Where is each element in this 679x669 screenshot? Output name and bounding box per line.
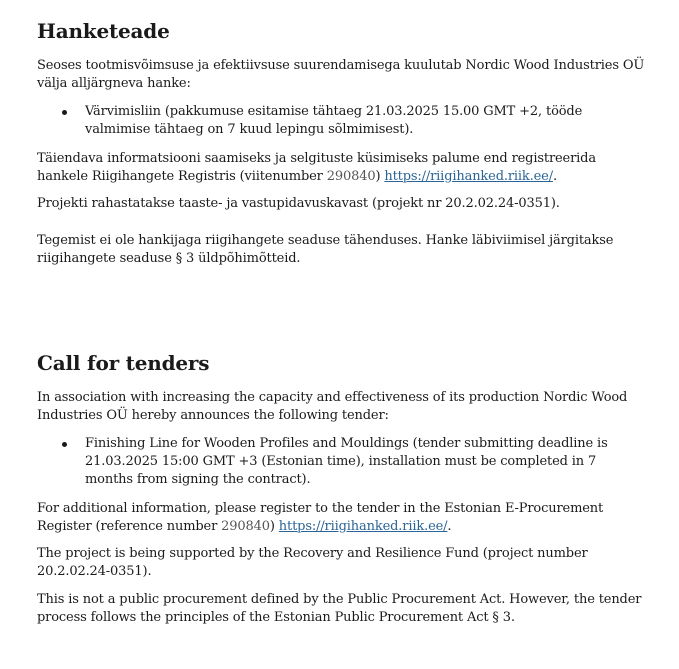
english-funding: The project is being supported by the Recovery and Resilience Fund (project number 20.2.02.24-0351). bbox=[37, 546, 588, 579]
estonian-intro: Seoses tootmisvõimsuse ja efektiivsuse suurendamisega kuulutab Nordic Wood Industries OÜ välja alljärgneva hanke: bbox=[37, 58, 645, 91]
estonian-note: Tegemist ei ole hankijaga riigihangete seaduse tähenduses. Hanke läbiviimisel järgitakse riigihangete seaduse § 3 üldpõhimõtteid. bbox=[37, 233, 614, 266]
bullet-icon bbox=[62, 110, 67, 115]
english-info-end: . bbox=[447, 519, 452, 534]
english-intro: In association with increasing the capacity and effectiveness of its production Nordic Wood Industries OÜ hereby announces the following tender: bbox=[37, 390, 628, 423]
english-info-text: For additional information, please register to the tender in the Estonian E-Procurement Register (reference number bbox=[37, 501, 604, 534]
estonian-registry-link[interactable]: https://riigihanked.riik.ee/ bbox=[384, 169, 553, 184]
estonian-tender-list bbox=[37, 103, 647, 139]
estonian-tender-item bbox=[37, 103, 647, 139]
english-tender-text: Finishing Line for Wooden Profiles and Mouldings (tender submitting deadline is 21.03.2025 15:00 GMT +3 (Estonian time), installation must be completed in 7 months from signing the contract). bbox=[85, 436, 608, 487]
estonian-ref-number: 290840 bbox=[326, 169, 376, 184]
document-page bbox=[37, 18, 647, 627]
english-ref-number: 290840 bbox=[221, 519, 270, 534]
estonian-info-end: . bbox=[552, 169, 557, 184]
estonian-funding: Projekti rahastatakse taaste- ja vastupidavuskavast (projekt nr 20.2.02.24-0351). bbox=[37, 196, 560, 211]
english-tender-item bbox=[37, 435, 647, 489]
english-heading: Call for tenders bbox=[37, 351, 210, 375]
english-tender-list bbox=[37, 435, 647, 489]
estonian-notice bbox=[37, 18, 647, 268]
estonian-heading: Hanketeade bbox=[37, 19, 170, 43]
bullet-icon bbox=[62, 442, 67, 447]
english-info-middle: ) bbox=[269, 519, 279, 534]
english-info bbox=[37, 500, 647, 536]
estonian-info bbox=[37, 150, 647, 186]
english-registry-link[interactable]: https://riigihanked.riik.ee/ bbox=[278, 519, 448, 534]
english-notice bbox=[37, 350, 647, 627]
estonian-tender-text: Värvimisliin (pakkumuse esitamise tähtaeg 21.03.2025 15.00 GMT +2, tööde valmimise tähtaeg on 7 kuud lepingu sõlmimisest). bbox=[85, 104, 583, 137]
estonian-info-text: Täiendava informatsiooni saamiseks ja selgituste küsimiseks palume end registreerida hankele Riigihangete Registris (viitenumber bbox=[37, 151, 596, 184]
english-note: This is not a public procurement defined by the Public Procurement Act. However, the tender process follows the principles of the Estonian Public Procurement Act § 3. bbox=[37, 592, 642, 625]
estonian-info-middle: ) bbox=[375, 169, 385, 184]
